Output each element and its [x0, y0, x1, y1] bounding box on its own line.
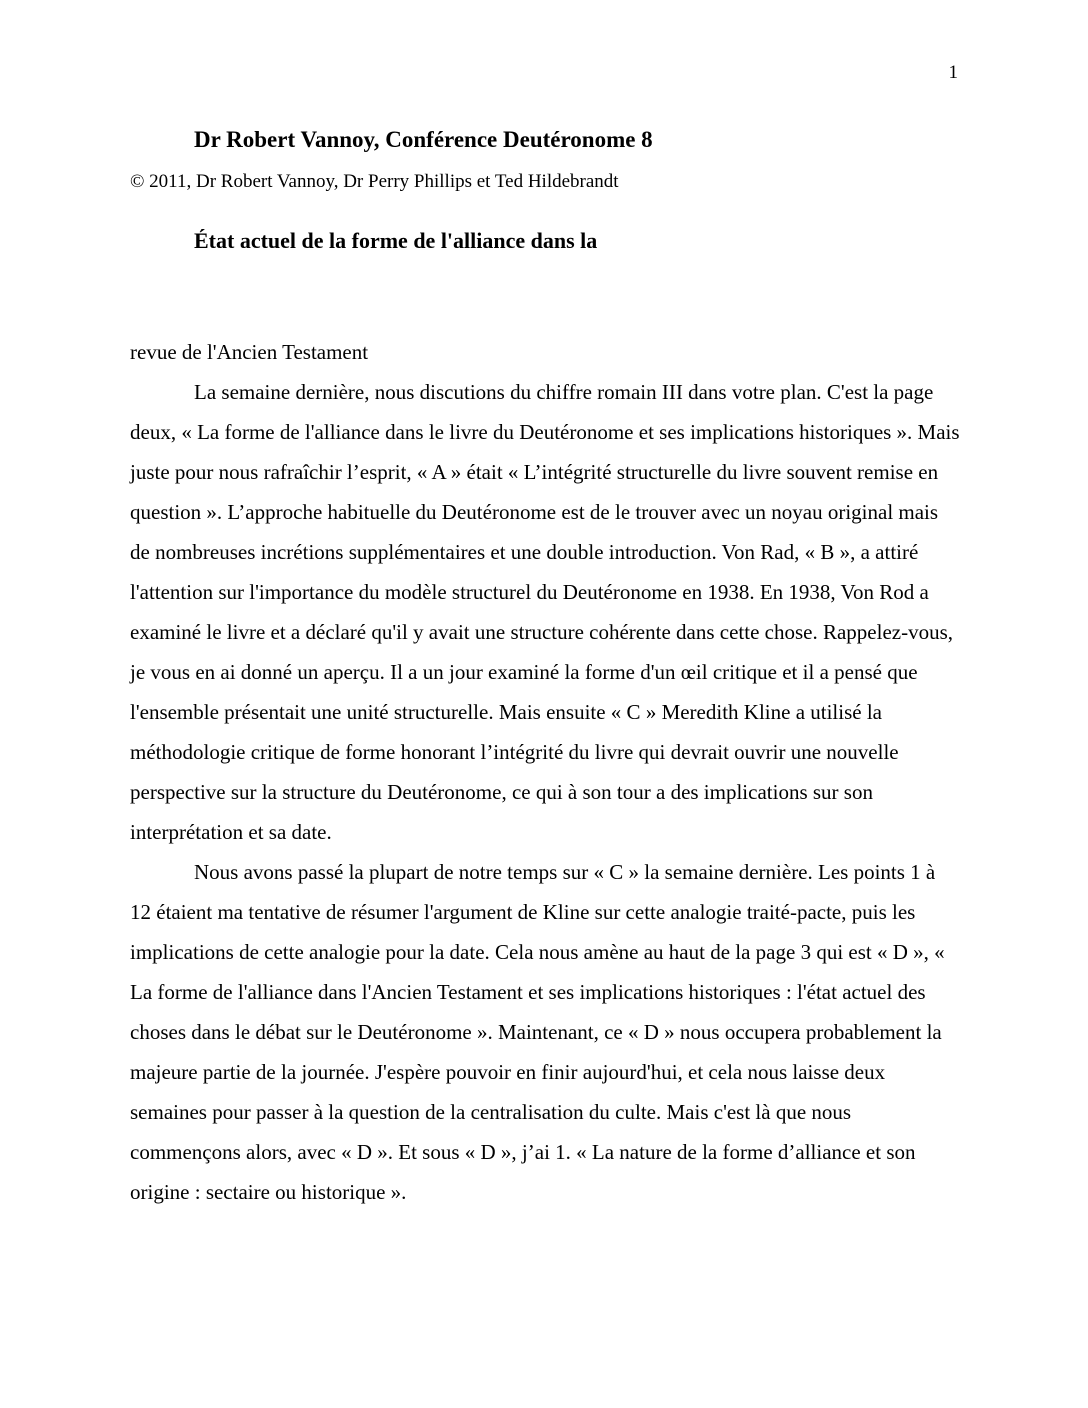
document-title: Dr Robert Vannoy, Conférence Deutéronome 8	[194, 127, 653, 152]
page-number: 1	[948, 62, 958, 83]
paragraph-2: Nous avons passé la plupart de notre temps sur « C » la semaine dernière. Les points 1 à 12 étaient ma tentative de résumer l'argument de Kline sur cette analogie traité-pacte, puis les implications de cette analogie pour la date. Cela nous amène au haut de la page 3 qui est « D », « La forme de l'alliance dans l'Ancien Testament et ses implications historiques : l'état actuel des choses dans le débat sur le Deutéronome ». Maintenant, ce « D » nous occupera probablement la majeure partie de la journée. J'espère pouvoir en finir aujourd'hui, et cela nous laisse deux semaines pour passer à la question de la centralisation du culte. Mais c'est là que nous commençons alors, avec « D ». Et sous « D », j’ai 1. « La nature de la forme d’alliance et son origine : sectaire ou historique ».	[130, 860, 945, 1205]
subtitle-continuation: revue de l'Ancien Testament	[130, 340, 369, 365]
paragraph-1: La semaine dernière, nous discutions du chiffre romain III dans votre plan. C'est la page deux, « La forme de l'alliance dans le livre du Deutéronome et ses implications historiques ». Mais juste pour nous rafraîchir l’esprit, « A » était « L’intégrité structurelle du livre souvent remise en question ». L’approche habituelle du Deutéronome est de le trouver avec un noyau original mais de nombreuses incrétions supplémentaires et une double introduction. Von Rad, « B », a attiré l'attention sur l'importance du modèle structurel du Deutéronome en 1938. En 1938, Von Rod a examiné le livre et a déclaré qu'il y avait une structure cohérente dans cette chose. Rappelez-vous, je vous en ai donné un aperçu. Il a un jour examiné la forme d'un œil critique et il a pensé que l'ensemble présentait une unité structurelle. Mais ensuite « C » Meredith Kline a utilisé la méthodologie critique de forme honorant l’intégrité du livre qui devrait ouvrir une nouvelle perspective sur la structure du Deutéronome, ce qui à son tour a des implications sur son interprétation et sa date.	[130, 380, 960, 845]
document-subtitle: État actuel de la forme de l'alliance dans la	[194, 228, 598, 254]
copyright-line: © 2011, Dr Robert Vannoy, Dr Perry Phillips et Ted Hildebrandt	[130, 170, 619, 192]
